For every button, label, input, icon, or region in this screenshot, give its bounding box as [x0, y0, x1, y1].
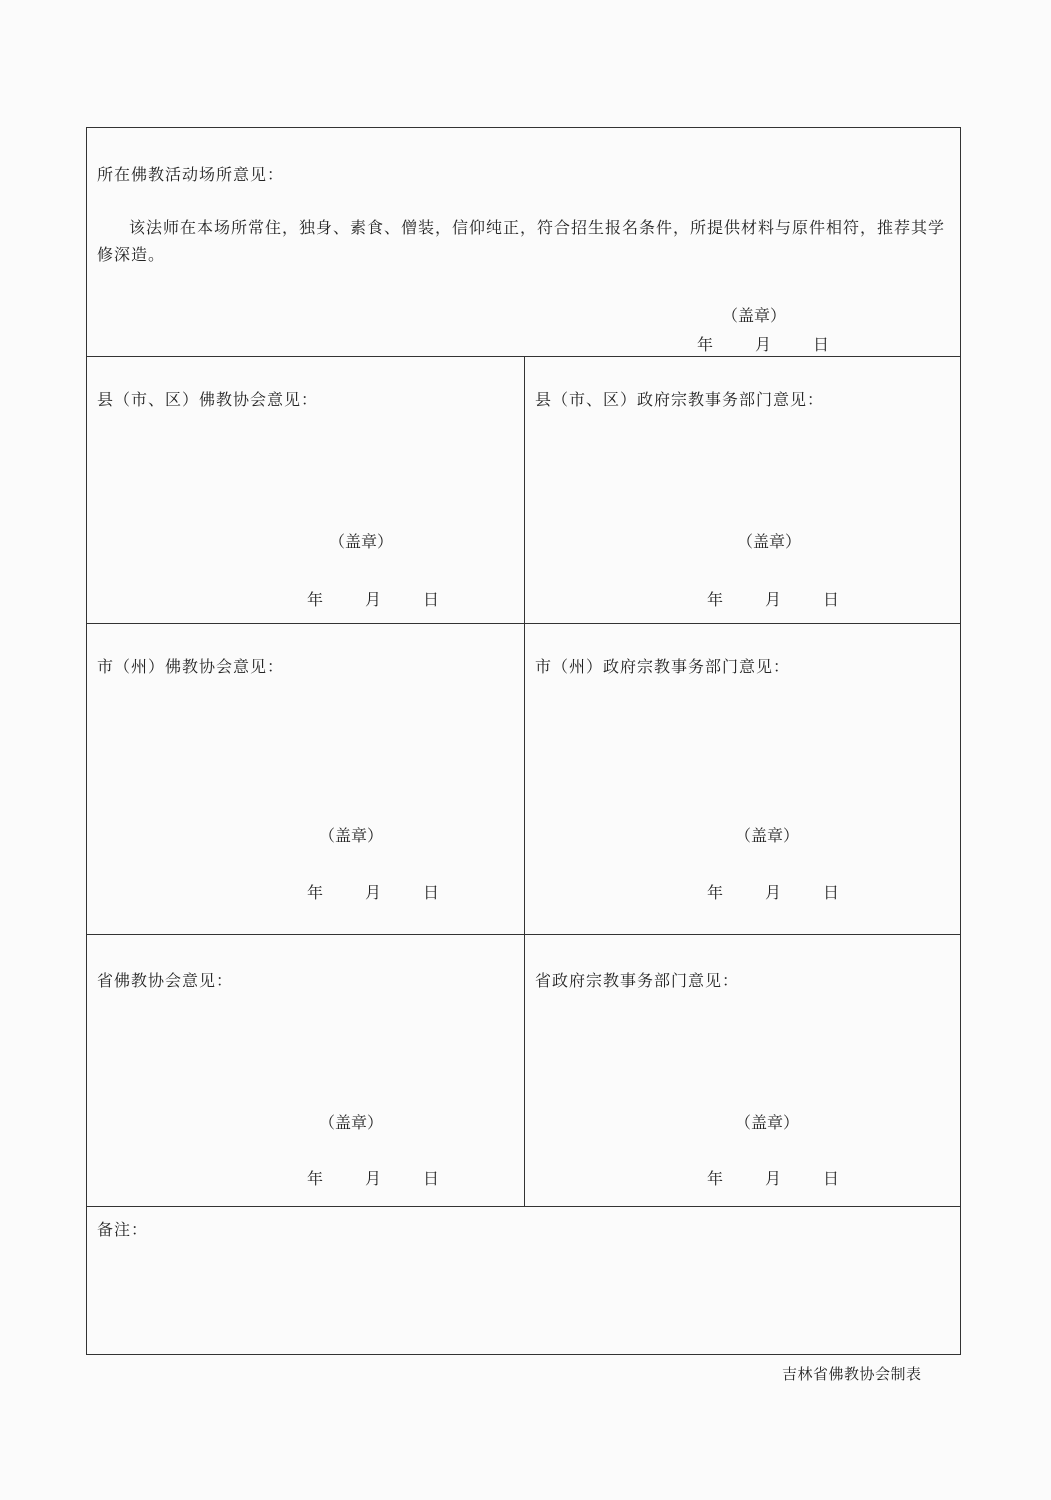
- date-year-label: 年: [307, 883, 324, 902]
- date-month-label: 月: [755, 335, 772, 354]
- remarks-section: [87, 1207, 960, 1354]
- province-government-section: [525, 935, 960, 1206]
- city-association-label: 市（州）佛教协会意见：: [97, 657, 285, 676]
- date-day-label: 日: [423, 883, 440, 902]
- city-government-section: [525, 624, 960, 934]
- county-government-section: [525, 357, 960, 623]
- city-association-section: [87, 624, 524, 934]
- temple-date-line: [697, 332, 837, 352]
- form-issuer-footer: 吉林省佛教协会制表: [782, 1365, 922, 1383]
- city-government-date-line: [707, 880, 847, 900]
- date-year-label: 年: [707, 590, 724, 609]
- date-month-label: 月: [765, 590, 782, 609]
- date-year-label: 年: [697, 335, 714, 354]
- remarks-label: 备注：: [97, 1220, 149, 1239]
- province-association-seal-placeholder: （盖章）: [319, 1113, 384, 1132]
- approval-form-table: [86, 127, 961, 1355]
- date-year-label: 年: [307, 590, 324, 609]
- date-day-label: 日: [423, 1169, 440, 1188]
- date-day-label: 日: [823, 1169, 840, 1188]
- date-year-label: 年: [707, 883, 724, 902]
- city-association-date-line: [307, 880, 447, 900]
- date-month-label: 月: [765, 1169, 782, 1188]
- city-association-seal-placeholder: （盖章）: [319, 826, 384, 845]
- province-association-section: [87, 935, 524, 1206]
- temple-seal-placeholder: （盖章）: [722, 306, 787, 325]
- date-day-label: 日: [423, 590, 440, 609]
- province-government-label: 省政府宗教事务部门意见：: [535, 971, 740, 990]
- date-month-label: 月: [365, 590, 382, 609]
- county-government-date-line: [707, 587, 847, 607]
- county-government-seal-placeholder: （盖章）: [737, 532, 802, 551]
- county-government-label: 县（市、区）政府宗教事务部门意见：: [535, 390, 825, 409]
- date-year-label: 年: [307, 1169, 324, 1188]
- date-year-label: 年: [707, 1169, 724, 1188]
- date-day-label: 日: [813, 335, 830, 354]
- county-association-label: 县（市、区）佛教协会意见：: [97, 390, 319, 409]
- county-association-date-line: [307, 587, 447, 607]
- city-government-seal-placeholder: （盖章）: [735, 826, 800, 845]
- province-association-label: 省佛教协会意见：: [97, 971, 234, 990]
- city-government-label: 市（州）政府宗教事务部门意见：: [535, 657, 791, 676]
- date-day-label: 日: [823, 590, 840, 609]
- county-association-seal-placeholder: （盖章）: [329, 532, 394, 551]
- date-month-label: 月: [765, 883, 782, 902]
- date-month-label: 月: [365, 1169, 382, 1188]
- province-association-date-line: [307, 1166, 447, 1186]
- date-day-label: 日: [823, 883, 840, 902]
- column-divider: [524, 356, 525, 1206]
- temple-opinion-text: 该法师在本场所常住，独身、素食、僧装，信仰纯正，符合招生报名条件，所提供材料与原件相符，推荐其学修深造。: [97, 218, 946, 264]
- temple-opinion-label: 所在佛教活动场所意见：: [97, 165, 285, 184]
- province-government-seal-placeholder: （盖章）: [735, 1113, 800, 1132]
- county-association-section: [87, 357, 524, 623]
- temple-opinion-section: [87, 128, 960, 356]
- date-month-label: 月: [365, 883, 382, 902]
- province-government-date-line: [707, 1166, 847, 1186]
